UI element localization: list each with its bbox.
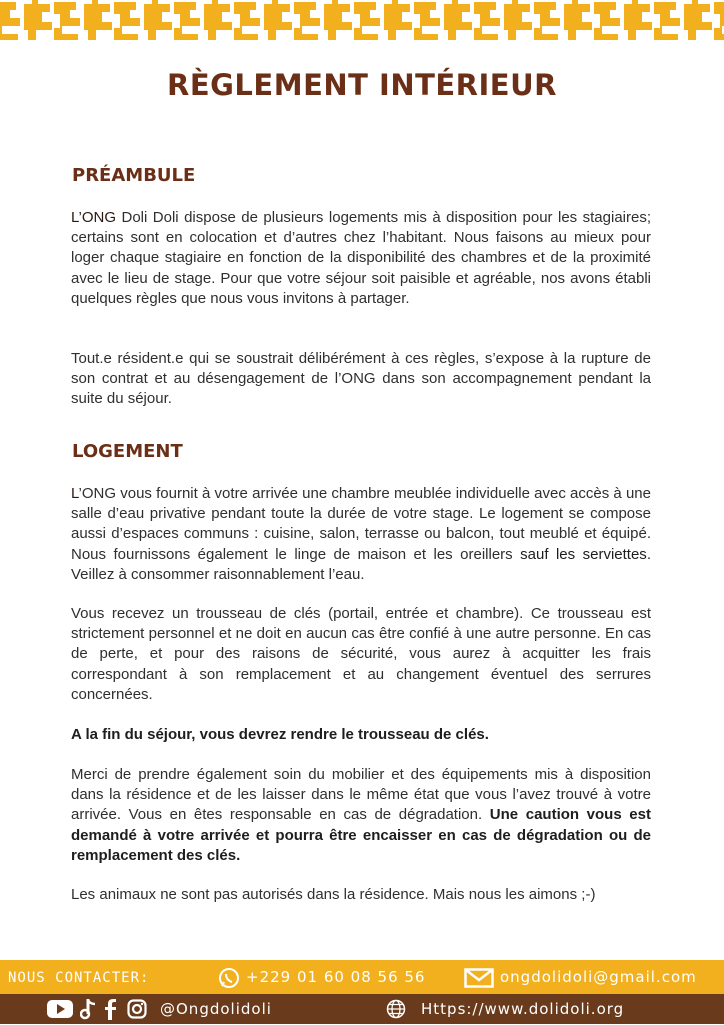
globe-icon <box>386 999 406 1024</box>
org-name: L <box>71 485 79 502</box>
paragraph-text: ’ONG vous fournit à votre arrivée une chambre meublée individuelle avec accès à une salle d’eau privative pendant toute la durée de votre stage. Le logement se compose aussi d’espaces communs : cuisine, salon, terrasse ou balcon, tout meublé et équipé. Nous fournissons également le linge de maison et les oreillers <box>71 485 651 563</box>
logement-paragraph-4 <box>71 765 651 866</box>
paragraph-text-end: . Veillez à consommer raisonnablement l’eau. <box>71 545 651 583</box>
logement-paragraph-1 <box>71 484 651 585</box>
instagram-icon[interactable] <box>127 999 147 1024</box>
phone-link[interactable]: +229 01 60 08 56 56 <box>246 968 426 986</box>
tiktok-icon[interactable] <box>80 998 96 1025</box>
mail-icon[interactable] <box>464 968 494 993</box>
paragraph-text: Merci de prendre également soin du mobilier et des équipements mis à disposition dans la résidence et de les laisser dans le même état que vous l’avez trouvé à votre arrivée. Vous en êtes responsable en cas de dégradation. <box>71 766 651 824</box>
section-heading-logement: LOGEMENT <box>72 441 183 462</box>
whatsapp-icon[interactable] <box>218 967 240 994</box>
bold-notice: Une caution vous est demandé à votre arrivée et pourra être encaisser en cas de dégradation ou de remplacement des clés. <box>71 806 651 864</box>
logement-paragraph-5: Les animaux ne sont pas autorisés dans la résidence. Mais nous les aimons ;-) <box>71 886 596 903</box>
facebook-icon[interactable] <box>103 998 117 1025</box>
logement-paragraph-3 <box>71 725 651 745</box>
paragraph-text: Doli Doli dispose de plusieurs logements mis à disposition pour les stagiaires; certains sont en colocation et d’autres chez l’habitant. Nous faisons au mieux pour loger chaque stagiaire en fonction de la disponibilité des chambres et de la proximité avec le lieu de stage. Pour que votre séjour soit paisible et agréable, nos avons établi quelques règles que nous vous invitons à partager. <box>71 209 651 307</box>
decorative-pattern-band <box>0 0 724 40</box>
footer-contact-bar <box>0 960 724 994</box>
preambule-paragraph-2: Tout.e résident.e qui se soustrait délibérément à ces règles, s’expose à la rupture de son contrat et au désengagement de l’ONG dans son accompagnement pendant la suite du séjour. <box>71 350 651 408</box>
social-handle-link[interactable]: @Ongdolidoli <box>160 1000 272 1018</box>
website-link[interactable]: Https://www.dolidoli.org <box>421 1000 625 1018</box>
pattern-svg <box>0 0 724 40</box>
emphasis-text: sauf les serviettes <box>520 545 647 563</box>
email-link[interactable]: ongdolidoli@gmail.com <box>500 968 697 986</box>
org-name: L’ONG <box>71 209 117 226</box>
logement-paragraph-2: Vous recevez un trousseau de clés (portail, entrée et chambre). Ce trousseau est strictement personnel et ne doit en aucun cas être confié à une autre personne. En cas de perte, et pour des raisons de sécurité, vous aurez à acquitter les frais correspondant à son remplacement et au changement éventuel des serrures concernées. <box>71 605 651 703</box>
youtube-icon[interactable] <box>47 1000 73 1023</box>
page-title: RÈGLEMENT INTÉRIEUR <box>166 68 557 102</box>
bold-notice: A la fin du séjour, vous devrez rendre le trousseau de clés. <box>71 726 489 743</box>
footer-social-bar <box>0 994 724 1024</box>
contact-label: NOUS CONTACTER: <box>8 970 150 986</box>
preambule-paragraph-1 <box>71 208 651 309</box>
section-heading-preambule: PRÉAMBULE <box>72 165 196 186</box>
